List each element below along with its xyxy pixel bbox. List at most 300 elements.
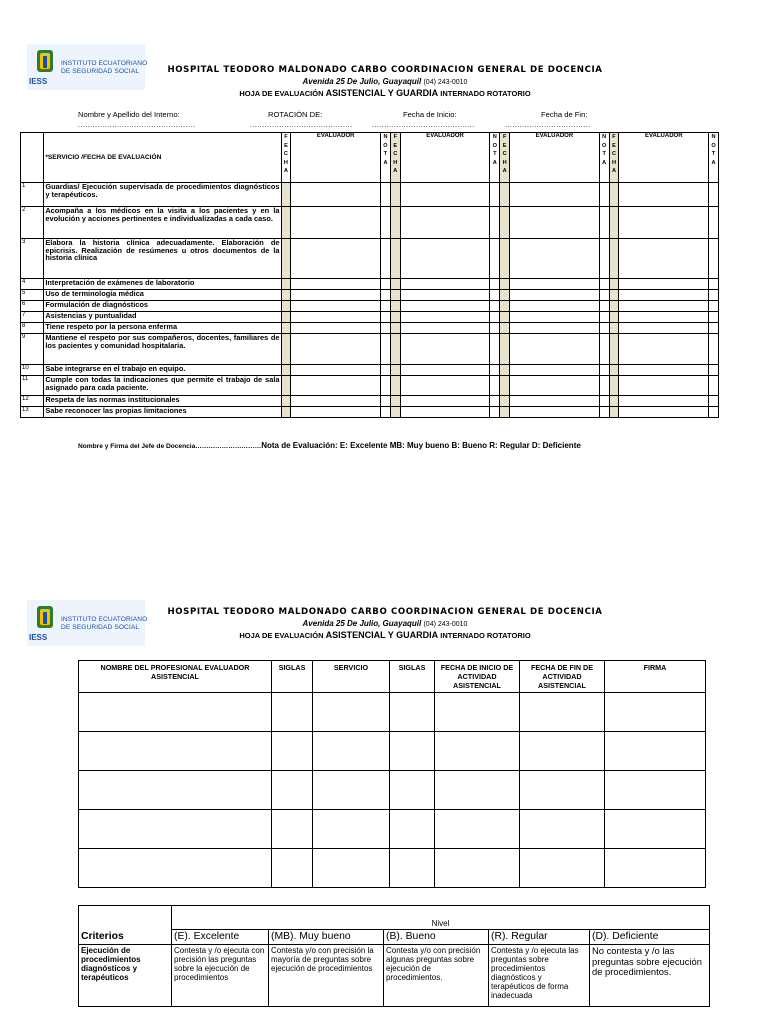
evaluador-cell[interactable] [400,183,490,207]
evaluador-cell[interactable] [400,365,490,376]
fecha-cell[interactable] [500,207,510,239]
nota-cell[interactable] [381,207,391,239]
evaluador-cell[interactable] [510,312,600,323]
fecha-cell[interactable] [281,396,291,407]
criteria-row-11 [21,376,719,396]
row-description: Formulación de diagnósticos [44,301,281,312]
nota-cell[interactable] [381,407,391,418]
nota-cell[interactable] [709,365,719,376]
criteria-row-3 [21,239,719,279]
nota-cell[interactable] [490,312,500,323]
nota-cell[interactable] [381,334,391,365]
evaluator-cell[interactable] [390,810,435,849]
nota-cell[interactable] [709,396,719,407]
level-muy-bueno: (MB). Muy bueno [269,930,384,945]
evaluator-header-row [79,661,706,693]
fecha-cell[interactable] [500,290,510,301]
evaluator-cell[interactable] [313,732,390,771]
nota-cell[interactable] [709,207,719,239]
evaluador-cell[interactable] [400,239,490,279]
logo-line2: DE SEGURIDAD SOCIAL [61,68,140,75]
col-servicio: SERVICIO [313,661,390,693]
rotacion-label: ROTACIÓN DE: [268,110,323,119]
nota-cell[interactable] [490,396,500,407]
nota-cell[interactable] [709,334,719,365]
evaluator-cell[interactable] [520,771,605,810]
evaluador-cell[interactable] [291,365,381,376]
evaluador-cell[interactable] [619,396,709,407]
fecha-cell[interactable] [281,312,291,323]
fecha-inicio-field[interactable]: .......................................... [372,122,475,129]
evaluador-cell[interactable] [619,312,709,323]
evaluador-cell[interactable] [400,376,490,396]
nota-cell[interactable] [709,290,719,301]
criteria-row-8 [21,323,719,334]
nota-cell[interactable] [490,301,500,312]
nota-cell[interactable] [709,279,719,290]
evaluation-header-row [21,133,719,183]
fecha-cell[interactable] [609,396,619,407]
nota-cell[interactable] [490,183,500,207]
evaluador-cell[interactable] [291,290,381,301]
evaluator-cell[interactable] [435,771,520,810]
criteria-row-13 [21,407,719,418]
evaluador-cell[interactable] [510,376,600,396]
evaluador-cell[interactable] [619,290,709,301]
evaluador-cell[interactable] [400,290,490,301]
row-number: 10 [21,365,44,376]
nota-cell[interactable] [381,323,391,334]
nota-header-2: N O T A [490,133,500,183]
evaluador-header-4: EVALUADOR [619,133,709,183]
nota-cell[interactable] [599,334,609,365]
evaluator-row [79,810,706,849]
nota-cell[interactable] [490,376,500,396]
row-number: 4 [21,279,44,290]
evaluador-header-1: EVALUADOR [291,133,381,183]
evaluator-cell[interactable] [390,693,435,732]
evaluator-cell[interactable] [520,732,605,771]
evaluador-cell[interactable] [510,396,600,407]
evaluation-table [20,132,719,418]
fecha-cell[interactable] [390,334,400,365]
evaluador-cell[interactable] [510,207,600,239]
evaluador-cell[interactable] [400,279,490,290]
desc-deficiente: No contesta y /o las preguntas sobre ejecución de procedimientos. [590,945,710,1007]
desc-bueno: Contesta y/o con precisión algunas preguntas sobre ejecución de procedimientos. [384,945,489,1007]
level-deficiente: (D). Deficiente [590,930,710,945]
row-description: Elabora la historia clínica adecuadamente. Elaboración de epicrisis. Realización de resúmenes u otros documentos de la historia clínica [44,239,281,279]
evaluador-cell[interactable] [400,334,490,365]
evaluator-cell[interactable] [272,693,313,732]
col-fecha-inicio: FECHA DE INICIO DE ACTIVIDAD ASISTENCIAL [435,661,520,693]
evaluator-cell[interactable] [520,810,605,849]
criteria-row-9 [21,334,719,365]
fecha-cell[interactable] [500,239,510,279]
fecha-cell[interactable] [609,279,619,290]
nota-cell[interactable] [599,323,609,334]
nota-cell[interactable] [599,365,609,376]
iess-logo-page2 [27,600,148,646]
nota-header-3: N O T A [599,133,609,183]
evaluator-cell[interactable] [79,849,272,888]
fecha-cell[interactable] [390,323,400,334]
evaluator-cell[interactable] [272,849,313,888]
fecha-cell[interactable] [390,396,400,407]
criteria-levels-row [79,930,710,945]
evaluador-cell[interactable] [291,279,381,290]
evaluador-cell[interactable] [510,365,600,376]
nota-cell[interactable] [599,301,609,312]
fecha-cell[interactable] [390,301,400,312]
fecha-cell[interactable] [390,239,400,279]
jefe-docencia-label: Nombre y Firma del Jefe de Docencia…………………………Nota de Evaluación: E: Excelente MB: Muy bueno B: Bueno R: Regular D: Deficiente [78,441,581,450]
fecha-cell[interactable] [500,323,510,334]
fecha-cell[interactable] [500,396,510,407]
nota-cell[interactable] [599,239,609,279]
criteria-row-5 [21,290,719,301]
row-number: 1 [21,183,44,207]
hospital-address: Avenida 25 De Julio, Guayaquil (04) 243-0010 [302,77,468,86]
evaluator-cell[interactable] [605,771,706,810]
nota-cell[interactable] [381,396,391,407]
desc-muy-bueno: Contesta y/o con precisión la mayoría de preguntas sobre ejecución de procedimientos [269,945,384,1007]
evaluador-cell[interactable] [291,207,381,239]
nota-cell[interactable] [709,312,719,323]
evaluador-cell[interactable] [291,323,381,334]
evaluador-cell[interactable] [619,301,709,312]
nota-cell[interactable] [599,376,609,396]
fecha-cell[interactable] [390,183,400,207]
fecha-cell[interactable] [500,334,510,365]
fecha-cell[interactable] [609,407,619,418]
fecha-cell[interactable] [390,376,400,396]
evaluador-cell[interactable] [510,301,600,312]
nota-cell[interactable] [599,407,609,418]
nota-cell[interactable] [599,183,609,207]
nota-header-1: N O T A [381,133,391,183]
nota-cell[interactable] [381,301,391,312]
criteria-row [79,945,710,1007]
evaluador-cell[interactable] [510,323,600,334]
desc-regular: Contesta y /o ejecuta las preguntas sobre procedimientos diagnósticos y terapéuticos de forma inadecuada [489,945,590,1007]
nota-cell[interactable] [490,239,500,279]
evaluador-cell[interactable] [291,407,381,418]
page1-header [140,65,630,99]
fecha-cell[interactable] [390,407,400,418]
nota-cell[interactable] [490,279,500,290]
nota-cell[interactable] [709,239,719,279]
evaluator-cell[interactable] [79,732,272,771]
criteria-row-2 [21,207,719,239]
fecha-header-3: F E C H A [500,133,510,183]
evaluator-cell[interactable] [272,810,313,849]
evaluador-cell[interactable] [291,376,381,396]
fecha-cell[interactable] [281,365,291,376]
page2-header [140,607,630,641]
fecha-cell[interactable] [281,376,291,396]
criterios-header: Criterios [79,930,172,945]
evaluator-cell[interactable] [435,693,520,732]
fecha-cell[interactable] [609,183,619,207]
criteria-nivel-row [79,906,710,930]
evaluator-cell[interactable] [313,810,390,849]
evaluador-cell[interactable] [400,323,490,334]
evaluador-cell[interactable] [619,365,709,376]
fecha-cell[interactable] [281,183,291,207]
row-number: 6 [21,301,44,312]
criteria-row-4 [21,279,719,290]
fecha-fin-field[interactable]: ................................... [505,122,591,129]
evaluator-cell[interactable] [605,849,706,888]
fecha-cell[interactable] [609,365,619,376]
evaluador-header-3: EVALUADOR [510,133,600,183]
nota-cell[interactable] [381,279,391,290]
evaluator-cell[interactable] [390,771,435,810]
fecha-cell[interactable] [390,312,400,323]
fecha-cell[interactable] [390,279,400,290]
nombre-label: Nombre y Apellido del Interno: [78,110,180,119]
fecha-cell[interactable] [500,279,510,290]
evaluador-cell[interactable] [510,407,600,418]
nota-cell[interactable] [490,407,500,418]
nota-cell[interactable] [599,312,609,323]
evaluator-cell[interactable] [313,693,390,732]
evaluador-cell[interactable] [510,334,600,365]
hospital-title: HOSPITAL TEODORO MALDONADO CARBO COORDINACION GENERAL DE DOCENCIA [167,65,603,75]
evaluator-cell[interactable] [272,732,313,771]
fecha-cell[interactable] [390,290,400,301]
fecha-cell[interactable] [609,239,619,279]
nota-cell[interactable] [709,301,719,312]
nota-cell[interactable] [381,239,391,279]
nota-cell[interactable] [709,183,719,207]
evaluador-cell[interactable] [619,376,709,396]
evaluador-cell[interactable] [400,396,490,407]
fecha-cell[interactable] [281,239,291,279]
desc-excelente: Contesta y /o ejecuta con precisión las preguntas sobre la ejecución de procedimientos [172,945,269,1007]
evaluator-cell[interactable] [605,732,706,771]
evaluador-cell[interactable] [510,183,600,207]
evaluator-cell[interactable] [390,849,435,888]
row-number: 2 [21,207,44,239]
row-description: Mantiene el respeto por sus compañeros, docentes, familiares de los pacientes y comunidad hospitalaria. [44,334,281,365]
logo-line2: DE SEGURIDAD SOCIAL [61,624,140,631]
fecha-cell[interactable] [281,301,291,312]
row-description: Asistencias y puntualidad [44,312,281,323]
hospital-title-page2: HOSPITAL TEODORO MALDONADO CARBO COORDINACION GENERAL DE DOCENCIA [167,607,603,617]
evaluador-cell[interactable] [619,407,709,418]
level-regular: (R). Regular [489,930,590,945]
evaluator-cell[interactable] [272,771,313,810]
evaluador-cell[interactable] [510,239,600,279]
row-number: 11 [21,376,44,396]
evaluador-header-2: EVALUADOR [400,133,490,183]
fecha-cell[interactable] [500,376,510,396]
row-number: 3 [21,239,44,279]
fecha-cell[interactable] [281,279,291,290]
row-description: Respeta de las normas institucionales [44,396,281,407]
evaluador-cell[interactable] [291,312,381,323]
row-description: Tiene respeto por la persona enferma [44,323,281,334]
fecha-header-4: F E C H A [609,133,619,183]
row-number: 13 [21,407,44,418]
criteria-row-1 [21,183,719,207]
nota-cell[interactable] [709,407,719,418]
evaluator-cell[interactable] [435,810,520,849]
evaluador-cell[interactable] [291,183,381,207]
evaluador-cell[interactable] [291,239,381,279]
logo-line1: INSTITUTO ECUATORIANO [61,616,148,623]
evaluator-cell[interactable] [79,693,272,732]
nota-legend: Nota de Evaluación: E: Excelente MB: Muy bueno B: Bueno R: Regular D: Deficiente [261,441,581,450]
fecha-header-2: F E C H A [390,133,400,183]
criteria-row-label: Ejecución de procedimientos diagnósticos y terapéuticos [79,945,172,1007]
evaluador-cell[interactable] [619,239,709,279]
iess-logo [27,44,148,90]
evaluator-row [79,771,706,810]
fecha-inicio-label: Fecha de Inicio: [403,110,457,119]
row-number: 12 [21,396,44,407]
nota-header-4: N O T A [709,133,719,183]
fecha-cell[interactable] [609,376,619,396]
evaluador-cell[interactable] [619,334,709,365]
logo-abbr: IESS [29,633,48,642]
logo-abbr: IESS [29,77,48,86]
nota-cell[interactable] [709,376,719,396]
col-siglas-2: SIGLAS [390,661,435,693]
fecha-cell[interactable] [390,365,400,376]
row-number: 5 [21,290,44,301]
criteria-row-12 [21,396,719,407]
evaluador-cell[interactable] [619,279,709,290]
nota-cell[interactable] [381,312,391,323]
nota-cell[interactable] [599,290,609,301]
fecha-cell[interactable] [500,183,510,207]
criteria-row-10 [21,365,719,376]
nota-cell[interactable] [490,365,500,376]
fecha-cell[interactable] [609,290,619,301]
level-excelente: (E). Excelente [172,930,269,945]
fecha-cell[interactable] [390,207,400,239]
evaluador-cell[interactable] [400,407,490,418]
nota-cell[interactable] [381,365,391,376]
nota-cell[interactable] [381,376,391,396]
nota-cell[interactable] [599,207,609,239]
evaluador-cell[interactable] [400,312,490,323]
col-siglas: SIGLAS [272,661,313,693]
col-fecha-fin: FECHA DE FIN DE ACTIVIDAD ASISTENCIAL [520,661,605,693]
row-description: Cumple con todas la indicaciones que permite el trabajo de sala asignado para cada paciente. [44,376,281,396]
evaluador-cell[interactable] [619,323,709,334]
fecha-header-1: F E C H A [281,133,291,183]
evaluator-row [79,849,706,888]
fecha-cell[interactable] [281,207,291,239]
fecha-cell[interactable] [500,365,510,376]
col-nombre-profesional: NOMBRE DEL PROFESIONAL EVALUADOR ASISTENCIAL [79,661,272,693]
fecha-cell[interactable] [500,301,510,312]
evaluador-cell[interactable] [619,183,709,207]
evaluador-cell[interactable] [400,207,490,239]
evaluator-row [79,732,706,771]
nota-cell[interactable] [490,323,500,334]
nota-cell[interactable] [709,323,719,334]
nota-cell[interactable] [599,279,609,290]
evaluador-cell[interactable] [510,279,600,290]
evaluador-cell[interactable] [400,301,490,312]
evaluador-cell[interactable] [510,290,600,301]
nota-cell[interactable] [599,396,609,407]
col-firma: FIRMA [605,661,706,693]
fecha-cell[interactable] [281,323,291,334]
evaluator-cell[interactable] [520,849,605,888]
nota-cell[interactable] [381,290,391,301]
fecha-cell[interactable] [500,407,510,418]
num-header [21,133,44,183]
criteria-table [78,905,710,1007]
evaluator-cell[interactable] [605,810,706,849]
service-header: *SERVICIO /FECHA DE EVALUACIÓN [44,133,281,183]
nivel-header: Nivel [172,906,710,930]
nombre-field[interactable]: ................................................ [78,122,196,129]
evaluator-cell[interactable] [79,771,272,810]
evaluator-cell[interactable] [79,810,272,849]
fecha-cell[interactable] [281,290,291,301]
fecha-cell[interactable] [609,334,619,365]
fecha-fin-label: Fecha de Fin: [541,110,588,119]
fecha-cell[interactable] [609,312,619,323]
row-number: 8 [21,323,44,334]
evaluator-cell[interactable] [390,732,435,771]
hospital-address-page2: Avenida 25 De Julio, Guayaquil (04) 243-0010 [302,619,468,628]
criteria-row-6 [21,301,719,312]
nota-cell[interactable] [490,207,500,239]
row-number: 7 [21,312,44,323]
evaluator-cell[interactable] [520,693,605,732]
evaluador-cell[interactable] [291,301,381,312]
form-subtitle: HOJA DE EVALUACIÓN ASISTENCIAL Y GUARDIA INTERNADO ROTATORIO [239,88,531,98]
evaluator-cell[interactable] [435,732,520,771]
evaluator-cell[interactable] [313,849,390,888]
row-description: Sabe integrarse en el trabajo en equipo. [44,365,281,376]
criteria-row-7 [21,312,719,323]
logo-line1: INSTITUTO ECUATORIANO [61,60,148,67]
evaluator-cell[interactable] [605,693,706,732]
row-description: Interpretación de exámenes de laboratorio [44,279,281,290]
evaluator-cell[interactable] [313,771,390,810]
form-subtitle-page2: HOJA DE EVALUACIÓN ASISTENCIAL Y GUARDIA INTERNADO ROTATORIO [239,630,531,640]
nota-cell[interactable] [490,290,500,301]
evaluador-cell[interactable] [291,396,381,407]
fecha-cell[interactable] [281,334,291,365]
evaluador-cell[interactable] [291,334,381,365]
nota-cell[interactable] [381,183,391,207]
row-description: Uso de terminología médica [44,290,281,301]
row-description: Acompaña a los médicos en la visita a los pacientes y en la evolución y acciones pertinentes e individualizadas a cada caso. [44,207,281,239]
evaluador-cell[interactable] [619,207,709,239]
evaluator-row [79,693,706,732]
fecha-cell[interactable] [609,323,619,334]
fecha-cell[interactable] [281,407,291,418]
row-description: Sabe reconocer las propias limitaciones [44,407,281,418]
evaluator-cell[interactable] [435,849,520,888]
nota-cell[interactable] [490,334,500,365]
fecha-cell[interactable] [609,301,619,312]
fecha-cell[interactable] [609,207,619,239]
fecha-cell[interactable] [500,312,510,323]
criteria-empty-cell [79,906,172,930]
rotacion-field[interactable]: .......................................... [250,122,353,129]
